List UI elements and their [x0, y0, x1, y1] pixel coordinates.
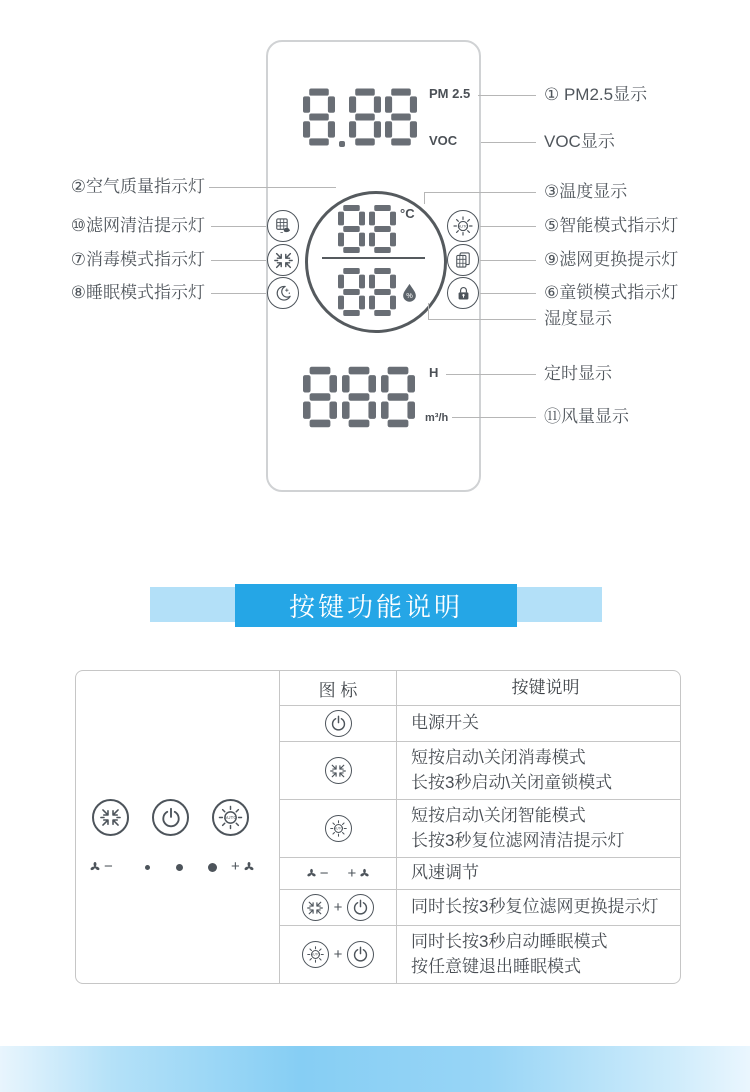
smart-mode-indicator: [447, 210, 479, 242]
disinfect-icon: [307, 900, 323, 916]
label-smart-indicator: ⑤智能模式指示灯: [544, 216, 679, 235]
disinfect-mode-indicator: [267, 244, 299, 276]
voc-unit-label: VOC: [429, 133, 458, 148]
desc-line: 风速调节: [411, 863, 479, 883]
airflow-unit-label: m³/h: [425, 412, 449, 424]
seven-seg-digit: [369, 205, 396, 253]
label-filter-clean-indicator: ⑩滤网清洁提示灯: [70, 216, 205, 235]
sleep-moon-icon: [273, 283, 293, 303]
desc-line: 按任意键退出睡眠模式: [411, 956, 581, 976]
decimal-point: [339, 141, 345, 147]
plus-sign: +: [347, 865, 357, 882]
seven-seg-digit: [303, 365, 337, 429]
desc-line: 短按启动\关闭消毒模式: [411, 748, 586, 768]
filter-clean-indicator: [267, 210, 299, 242]
plus-sign: +: [231, 858, 240, 875]
desc-line: 同时长按3秒复位滤网更换提示灯: [411, 897, 659, 917]
seven-seg-digit: [303, 85, 335, 149]
hour-unit-label: H: [429, 365, 439, 380]
table-row-icon: [280, 858, 397, 890]
fan-icon: [242, 860, 256, 874]
power-button: [325, 710, 352, 737]
power-icon: [352, 946, 369, 963]
fan-icon: [305, 867, 318, 880]
table-row-icon: [280, 800, 397, 858]
filter-icon: [453, 250, 473, 270]
child-lock-indicator: [447, 277, 479, 309]
disinfect-icon: [330, 763, 346, 779]
auto-sun-icon: [306, 945, 325, 964]
auto-mode-button: [212, 799, 249, 836]
callout-line: [209, 187, 336, 188]
minus-sign: −: [319, 865, 329, 882]
temperature-seven-seg-display: [338, 205, 396, 253]
fan-icon: [88, 860, 102, 874]
label-pm25-display: ① PM2.5显示: [544, 85, 648, 104]
table-row-description: [397, 742, 680, 800]
plus-sign: +: [333, 946, 343, 963]
pm25-seven-seg-display: [303, 85, 417, 149]
auto-sun-icon: [452, 215, 474, 237]
callout-line: [480, 226, 536, 227]
label-child-lock-indicator: ⑥童锁模式指示灯: [544, 283, 679, 302]
label-disinfect-indicator: ⑦消毒模式指示灯: [70, 250, 205, 269]
callout-line: [211, 226, 266, 227]
label-timer-display: 定时显示: [544, 364, 612, 383]
table-row-icon: [280, 706, 397, 742]
callout-line: [424, 192, 425, 204]
disinfect-button: [92, 799, 129, 836]
auto-mode-button: [325, 815, 352, 842]
desc-line: 电源开关: [411, 713, 479, 733]
timer-seven-seg-display: [303, 365, 415, 429]
desc-line: 短按启动\关闭智能模式: [411, 806, 586, 826]
fan-speed-down-control: [305, 865, 329, 882]
filter-replace-indicator: [447, 244, 479, 276]
fan-icon: [358, 867, 371, 880]
table-row-description: [397, 926, 680, 983]
desc-line: 长按3秒启动\关闭童锁模式: [411, 772, 613, 792]
fan-speed-up-control: [231, 858, 256, 875]
humidity-seven-seg-display: [338, 268, 396, 316]
sleep-mode-indicator: [267, 277, 299, 309]
callout-line: [452, 417, 536, 418]
label-temp-display: ③温度显示: [544, 182, 628, 201]
callout-line: [480, 260, 536, 261]
callout-line: [424, 192, 536, 193]
plus-sign: +: [333, 899, 343, 916]
desc-line: 同时长按3秒启动睡眠模式: [411, 932, 608, 952]
speed-dot-medium: [176, 864, 183, 871]
seven-seg-digit: [381, 365, 415, 429]
callout-line: [428, 319, 536, 320]
table-row-icon: [280, 742, 397, 800]
control-buttons-illustration: [76, 671, 280, 983]
circle-divider-line: [322, 257, 425, 259]
seven-seg-digit: [338, 205, 365, 253]
humidity-droplet-icon: [402, 283, 417, 302]
speed-dot-small: [145, 865, 150, 870]
seven-seg-digit: [385, 85, 417, 149]
label-airflow-display: ⑪风量显示: [544, 407, 629, 426]
table-header-icon: 图 标: [280, 671, 397, 706]
seven-seg-digit: [369, 268, 396, 316]
filter-clean-icon: [273, 216, 293, 236]
label-air-quality-indicator: ②空气质量指示灯: [70, 177, 205, 196]
lock-icon: [454, 284, 473, 303]
fan-speed-up-control: [348, 865, 372, 882]
table-header-description: 按键说明: [397, 671, 680, 706]
auto-sun-icon: [329, 819, 348, 838]
power-button: [347, 894, 374, 921]
button-function-table: [75, 670, 681, 984]
seven-seg-digit: [342, 365, 376, 429]
table-row-icon: [280, 926, 397, 983]
callout-line: [481, 142, 536, 143]
callout-line: [446, 374, 536, 375]
auto-sun-icon: [217, 804, 244, 831]
callout-line: [211, 293, 266, 294]
pm25-unit-label: PM 2.5: [429, 86, 471, 101]
disinfect-button: [325, 757, 352, 784]
fan-speed-down-control: [88, 858, 113, 875]
callout-line: [480, 293, 536, 294]
minus-sign: −: [104, 858, 113, 875]
decorative-bottom-bar: [0, 1046, 750, 1092]
seven-seg-digit: [349, 85, 381, 149]
label-voc-display: VOC显示: [544, 132, 615, 151]
table-row-icon: [280, 890, 397, 926]
desc-line: 长按3秒复位滤网清洁提示灯: [411, 830, 625, 850]
power-button: [347, 941, 374, 968]
section-title-banner: 按键功能说明: [235, 584, 517, 627]
disinfect-icon: [100, 807, 121, 828]
seven-seg-digit: [338, 268, 365, 316]
label-sleep-indicator: ⑧睡眠模式指示灯: [70, 283, 205, 302]
disinfect-button: [302, 894, 329, 921]
table-row-description: [397, 800, 680, 858]
power-icon: [160, 807, 182, 829]
celsius-unit-label: °C: [400, 206, 415, 221]
table-row-description: [397, 706, 680, 742]
power-icon: [352, 899, 369, 916]
callout-line: [428, 303, 429, 319]
auto-mode-button: [302, 941, 329, 968]
label-humidity-display: 湿度显示: [544, 309, 612, 328]
label-filter-replace-indicator: ⑨滤网更换提示灯: [544, 250, 679, 269]
power-button: [152, 799, 189, 836]
callout-line: [478, 95, 536, 96]
table-row-description: [397, 890, 680, 926]
power-icon: [330, 715, 347, 732]
callout-line: [211, 260, 266, 261]
disinfect-icon: [274, 251, 293, 270]
speed-dot-large: [208, 863, 217, 872]
table-row-description: [397, 858, 680, 890]
